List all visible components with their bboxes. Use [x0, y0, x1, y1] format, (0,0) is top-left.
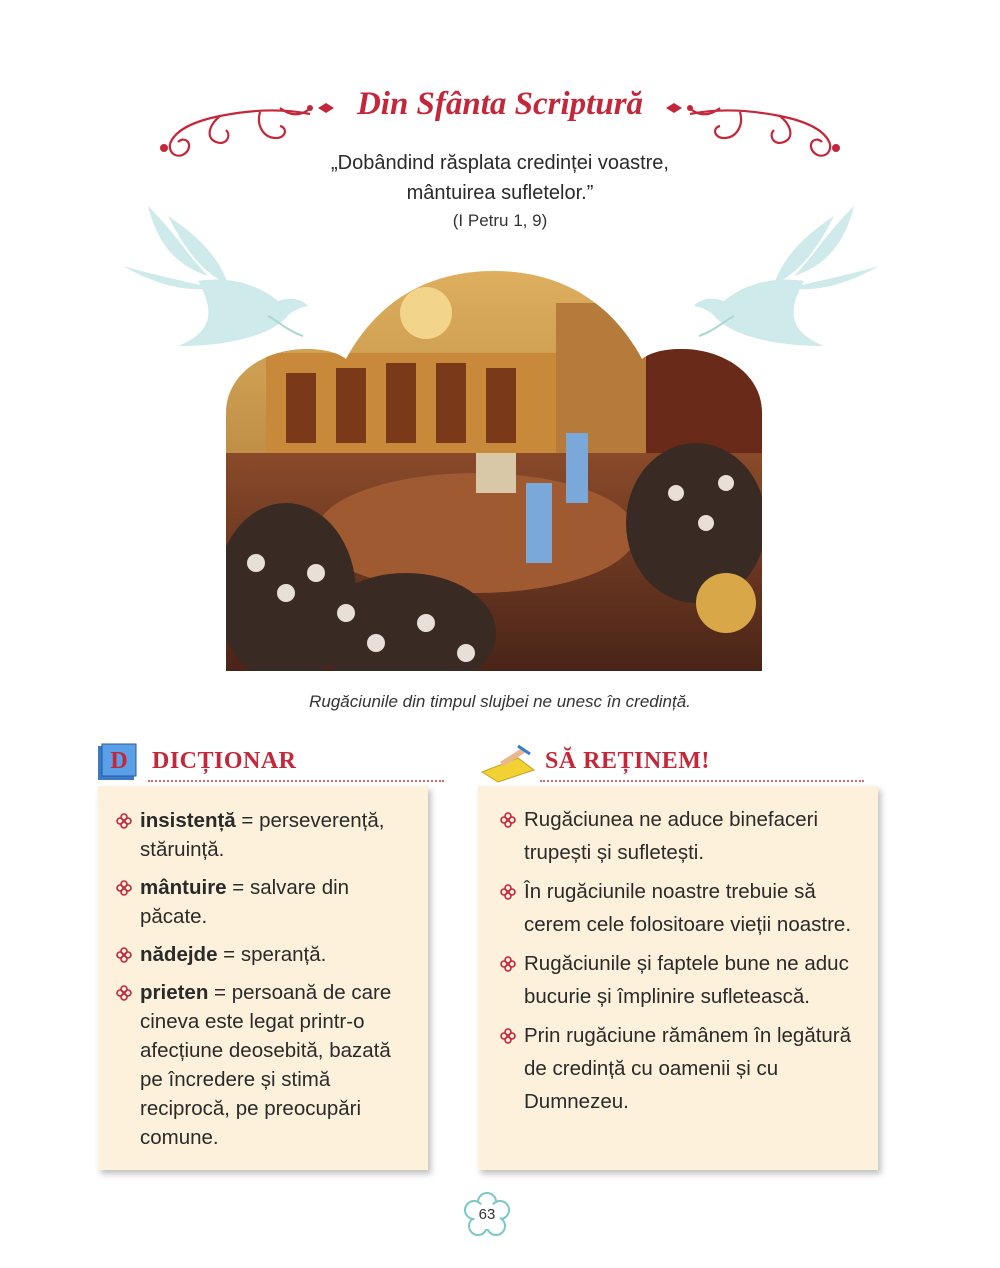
- remember-item: [500, 875, 858, 941]
- remember-panel: [478, 786, 878, 1170]
- flower-bullet-icon: [116, 985, 132, 1001]
- dictionary-definition: = speranță.: [217, 943, 327, 966]
- photo-caption: Rugăciunile din timpul slujbei ne unesc în credință.: [309, 692, 691, 711]
- flower-bullet-icon: [116, 880, 132, 896]
- remember-item: [500, 947, 858, 1013]
- flower-bullet-icon: [116, 947, 132, 963]
- remember-text: Rugăciunile și faptele bune ne aduc bucurie și împlinire sufletească.: [524, 952, 849, 1008]
- dictionary-icon-letter: D: [110, 748, 128, 774]
- dictionary-entry: [116, 806, 412, 864]
- quote-line-2: mântuirea sufletelor.”: [406, 182, 594, 204]
- page-number: 63: [478, 1206, 496, 1223]
- writing-hand-icon: [478, 744, 538, 784]
- flower-bullet-icon: [500, 812, 516, 828]
- remember-item: [500, 803, 858, 869]
- flower-bullet-icon: [500, 956, 516, 972]
- dictionary-term: prieten: [140, 981, 209, 1004]
- dictionary-definition: = salvare din păcate.: [140, 876, 350, 928]
- remember-divider: [540, 780, 864, 782]
- dictionary-term: nădejde: [140, 943, 218, 966]
- dictionary-definition: = perseverență, stăruință.: [140, 809, 385, 861]
- dictionary-panel: [98, 786, 428, 1170]
- flower-bullet-icon: [500, 1028, 516, 1044]
- remember-item: [500, 1019, 858, 1118]
- church-service-photo: [226, 263, 762, 671]
- flower-bullet-icon: [116, 813, 132, 829]
- remember-text: Prin rugăciune rămânem în legătură de credință cu oamenii și cu Dumnezeu.: [524, 1024, 852, 1113]
- scripture-reference: (I Petru 1, 9): [452, 211, 548, 230]
- dictionary-title: DICȚIONAR: [152, 748, 297, 774]
- dictionary-term: mântuire: [140, 876, 227, 899]
- dictionary-entry: [116, 873, 412, 931]
- remember-text: Rugăciunea ne aduce binefaceri trupești și sufletești.: [524, 808, 819, 864]
- quote-line-1: „Dobândind răsplata credinței voastre,: [331, 152, 669, 174]
- dictionary-definition: = persoană de care cineva este legat printr-o afecțiune deosebită, bazată pe încredere și stimă reciprocă, pe preocupări comune.: [140, 981, 392, 1149]
- remember-title: SĂ REȚINEM!: [545, 748, 710, 774]
- dictionary-term: insistență: [140, 809, 236, 832]
- section-title: Din Sfânta Scriptură: [356, 86, 644, 122]
- remember-text: În rugăciunile noastre trebuie să cerem cele folositoare vieții noastre.: [524, 880, 852, 936]
- flower-bullet-icon: [500, 884, 516, 900]
- dictionary-entry: [116, 940, 412, 969]
- dictionary-entry: [116, 978, 412, 1152]
- dictionary-divider: [148, 780, 444, 782]
- dictionary-book-icon: [96, 742, 142, 782]
